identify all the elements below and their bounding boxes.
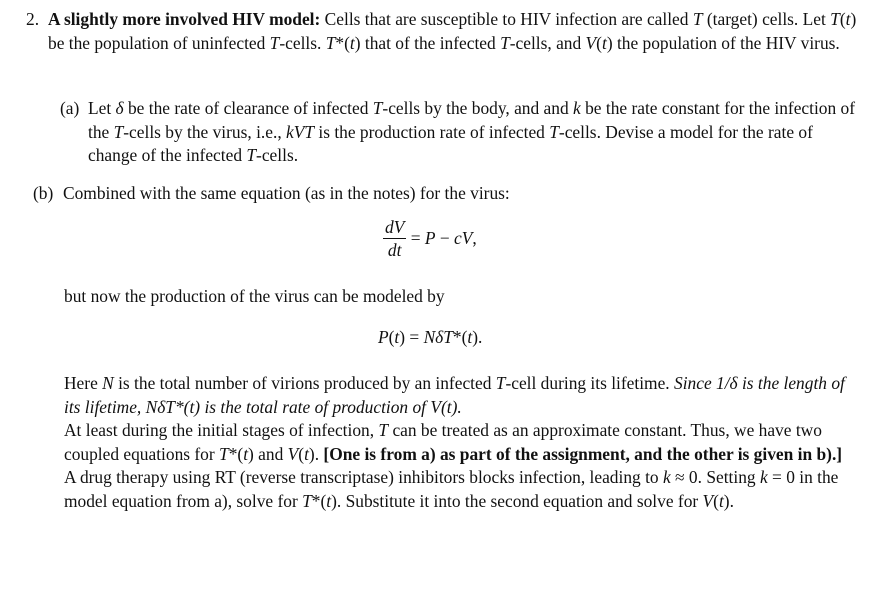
part-b-intro: Combined with the same equation (as in the notes) for the virus: bbox=[63, 183, 510, 203]
part-b-label: (b) bbox=[33, 183, 54, 203]
derivative-fraction: $\frac{dV}{dt}$ bbox=[385, 217, 405, 260]
problem-statement bbox=[26, 8, 866, 55]
bold-note: [One is from a) as part of the assignment, and the other is given in b).] bbox=[323, 443, 843, 464]
equation-production: P(t) = NδT*(t). bbox=[378, 327, 483, 347]
part-a-label: (a) bbox=[60, 98, 80, 118]
but-now-text: but now the production of the virus can be modeled by bbox=[64, 286, 445, 306]
paragraph-drug-therapy: A drug therapy using RT (reverse transcriptase) inhibitors blocks infection, leading to k ≈ 0. Setting k = 0 in the model equation from a), solve for T*(t). Substitute it into the second equation and solve for V(t). bbox=[64, 467, 839, 511]
problem-title: A slightly more involved HIV model: bbox=[48, 9, 321, 29]
part-a-text: Let δ be the rate of clearance of infected T-cells by the body, and and k be the rate constant for the infection of the T-cells by the virus, i.e., kVT is the production rate of infected T-cells. Devise a model for the rate of change of the infected T-cells. bbox=[88, 98, 856, 165]
problem-number: 2. bbox=[26, 9, 40, 29]
problem-intro: A slightly more involved HIV model: Cells that are susceptible to HIV infection are called T (target) cells. Let T(t) be the population of uninfected T-cells. T*(t) that of the infected T-cells, and V(t) the population of the HIV virus. bbox=[48, 9, 857, 53]
part-b bbox=[33, 182, 853, 206]
paragraph-initial-stages: At least during the initial stages of infection, T can be treated as an approximate constant. Thus, we have two coupled equations for T*(t) and V(t). [One is from a) as part of the assignment, and the other is given in b).] bbox=[64, 420, 843, 464]
equation-virus: $\frac{dV}{dt}$ = P − cV, bbox=[385, 217, 477, 260]
part-b-body bbox=[64, 372, 854, 513]
paragraph-here: Here N is the total number of virions produced by an infected T-cell during its lifetime. Since 1/δ is the length of its lifetime, NδT*(t) is the total rate of production of V(t). bbox=[64, 373, 845, 417]
part-a bbox=[60, 97, 860, 168]
